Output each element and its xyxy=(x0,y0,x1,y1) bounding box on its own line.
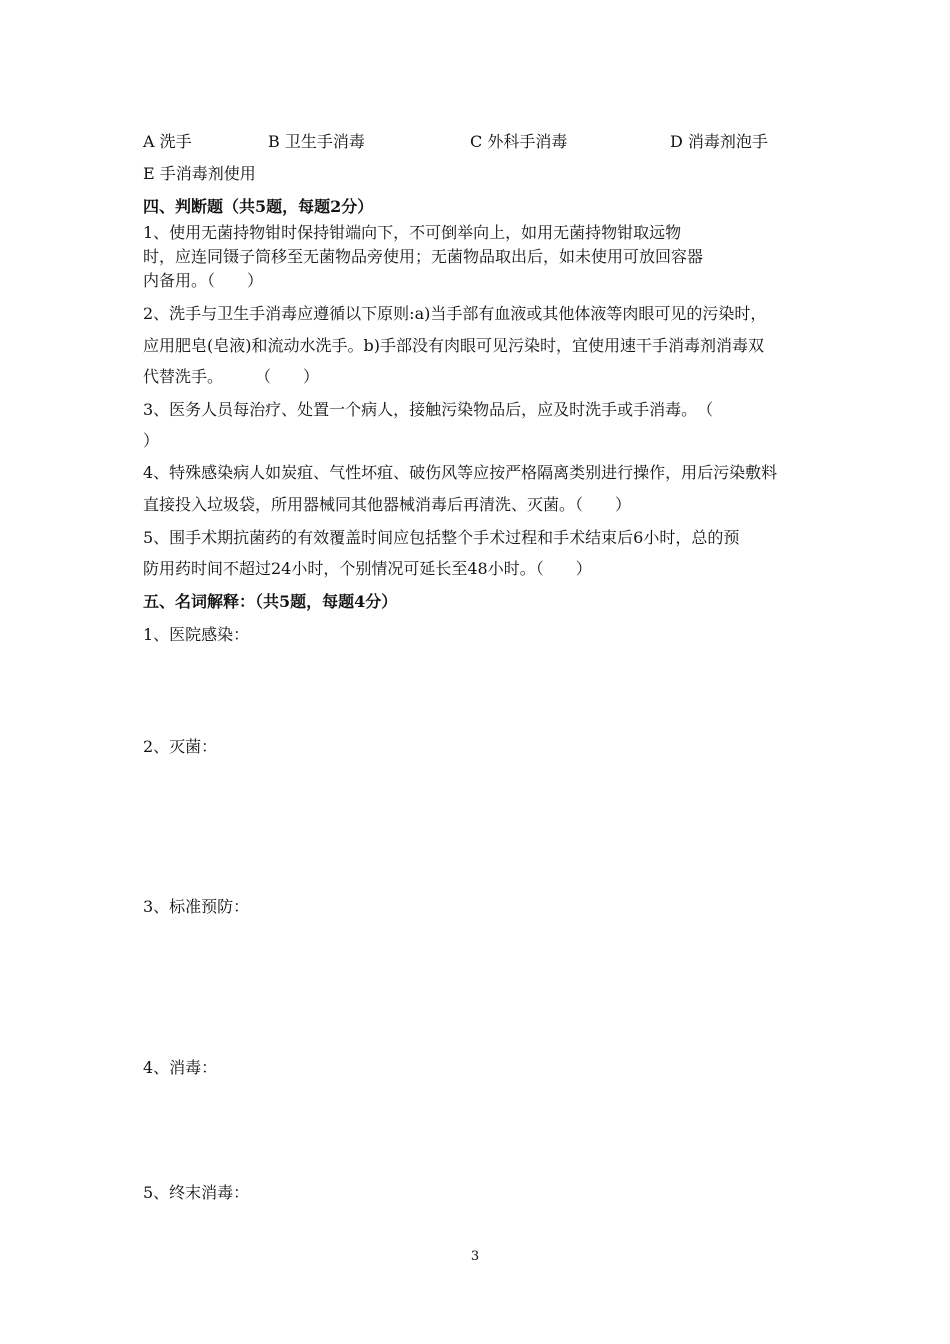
question-5-line-2: 防用药时间不超过24小时，个别情况可延长至48小时。（ ） xyxy=(143,559,592,578)
option-d: D 消毒剂泡手 xyxy=(670,132,768,151)
section-heading-definitions: 五、名词解释：（共5题，每题4分） xyxy=(143,592,398,611)
option-e: E 手消毒剂使用 xyxy=(143,164,256,183)
option-c: C 外科手消毒 xyxy=(470,132,568,151)
question-3-line-2: ） xyxy=(143,431,160,450)
question-3-line-1: 3、医务人员每治疗、处置一个病人，接触污染物品后，应及时洗手或手消毒。 （ xyxy=(143,400,714,419)
page-number: 3 xyxy=(470,1249,480,1264)
section-heading-true-false: 四、判断题（共5题，每题2分） xyxy=(143,197,374,216)
question-2-line-3: 代替洗手。 （ ） xyxy=(143,367,320,386)
option-a: A 洗手 xyxy=(143,132,192,151)
question-4-line-1: 4、特殊感染病人如炭疽、气性坏疽、破伤风等应按严格隔离类别进行操作，用后污染敷料 xyxy=(143,463,778,482)
question-5-line-1: 5、围手术期抗菌药的有效覆盖时间应包括整个手术过程和手术结束后6小时，总的预 xyxy=(143,528,740,547)
question-4-line-2: 直接投入垃圾袋，所用器械同其他器械消毒后再清洗、灭菌。（ ） xyxy=(143,495,632,514)
question-2-line-2: 应用肥皂(皂液)和流动水洗手。b)手部没有肉眼可见污染时，宜使用速干手消毒剂消毒双 xyxy=(143,336,764,355)
definition-term-5: 5、终末消毒： xyxy=(143,1183,250,1202)
option-b: B 卫生手消毒 xyxy=(268,132,365,151)
question-2-line-1: 2、洗手与卫生手消毒应遵循以下原则:a)当手部有血液或其他体液等肉眼可见的污染时， xyxy=(143,304,767,323)
definition-term-1: 1、医院感染： xyxy=(143,625,250,644)
question-1-line-3: 内备用。（ ） xyxy=(143,271,264,290)
definition-term-3: 3、标准预防： xyxy=(143,897,250,916)
definition-term-4: 4、消毒： xyxy=(143,1058,218,1077)
question-1-line-2: 时，应连同镊子筒移至无菌物品旁使用；无菌物品取出后，如未使用可放回容器 xyxy=(143,247,704,266)
definition-term-2: 2、灭菌： xyxy=(143,737,218,756)
question-1-line-1: 1、使用无菌持物钳时保持钳端向下，不可倒举向上，如用无菌持物钳取远物 xyxy=(143,223,682,242)
